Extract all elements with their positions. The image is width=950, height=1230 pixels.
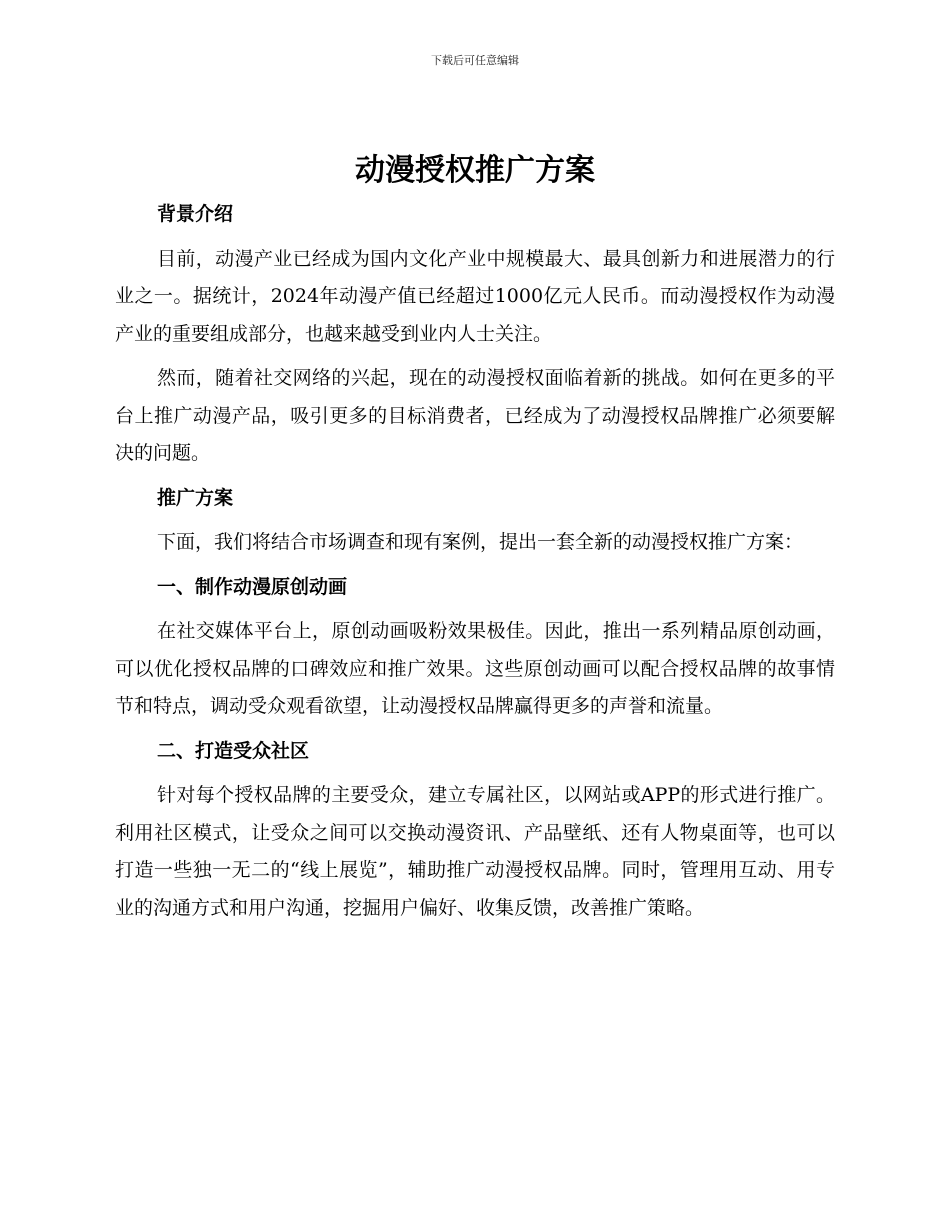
paragraph: 针对每个授权品牌的主要受众，建立专属社区，以网站或APP的形式进行推广。利用社区模式，让受众之间可以交换动漫资讯、产品壁纸、还有人物桌面等，也可以打造一些独一无二的“线上展览”，辅助推广动漫授权品牌。同时，管理用互动、用专业的沟通方式和用户沟通，挖掘用户偏好、收集反馈，改善推广策略。 — [115, 784, 835, 919]
section-heading-background: 背景介绍 — [157, 203, 234, 225]
section-heading-promotion-plan: 推广方案 — [157, 486, 234, 509]
page-title: 动漫授权推广方案 — [355, 153, 595, 188]
document-body — [115, 196, 835, 927]
paragraph: 下面，我们将结合市场调查和现有案例，提出一套全新的动漫授权推广方案： — [157, 531, 804, 553]
section-heading-audience-community: 二、打造受众社区 — [157, 739, 310, 762]
paragraph: 在社交媒体平台上，原创动画吸粉效果极佳。因此，推出一系列精品原创动画，可以优化授权品牌的口碑效应和推广效果。这些原创动画可以配合授权品牌的故事情节和特点，调动受众观看欲望，让动漫授权品牌赢得更多的声誉和流量。 — [115, 620, 835, 717]
header-note: 下载后可任意编辑 — [431, 54, 519, 67]
section-heading-original-animation: 一、制作动漫原创动画 — [157, 575, 348, 598]
paragraph: 目前，动漫产业已经成为国内文化产业中规模最大、最具创新力和进展潜力的行业之一。据统计，2024年动漫产值已经超过1000亿元人民币。而动漫授权作为动漫产业的重要组成部分，也越来越受到业内人士关注。 — [115, 247, 835, 345]
paragraph: 然而，随着社交网络的兴起，现在的动漫授权面临着新的挑战。如何在更多的平台上推广动漫产品，吸引更多的目标消费者，已经成为了动漫授权品牌推广必须要解决的问题。 — [115, 367, 835, 464]
